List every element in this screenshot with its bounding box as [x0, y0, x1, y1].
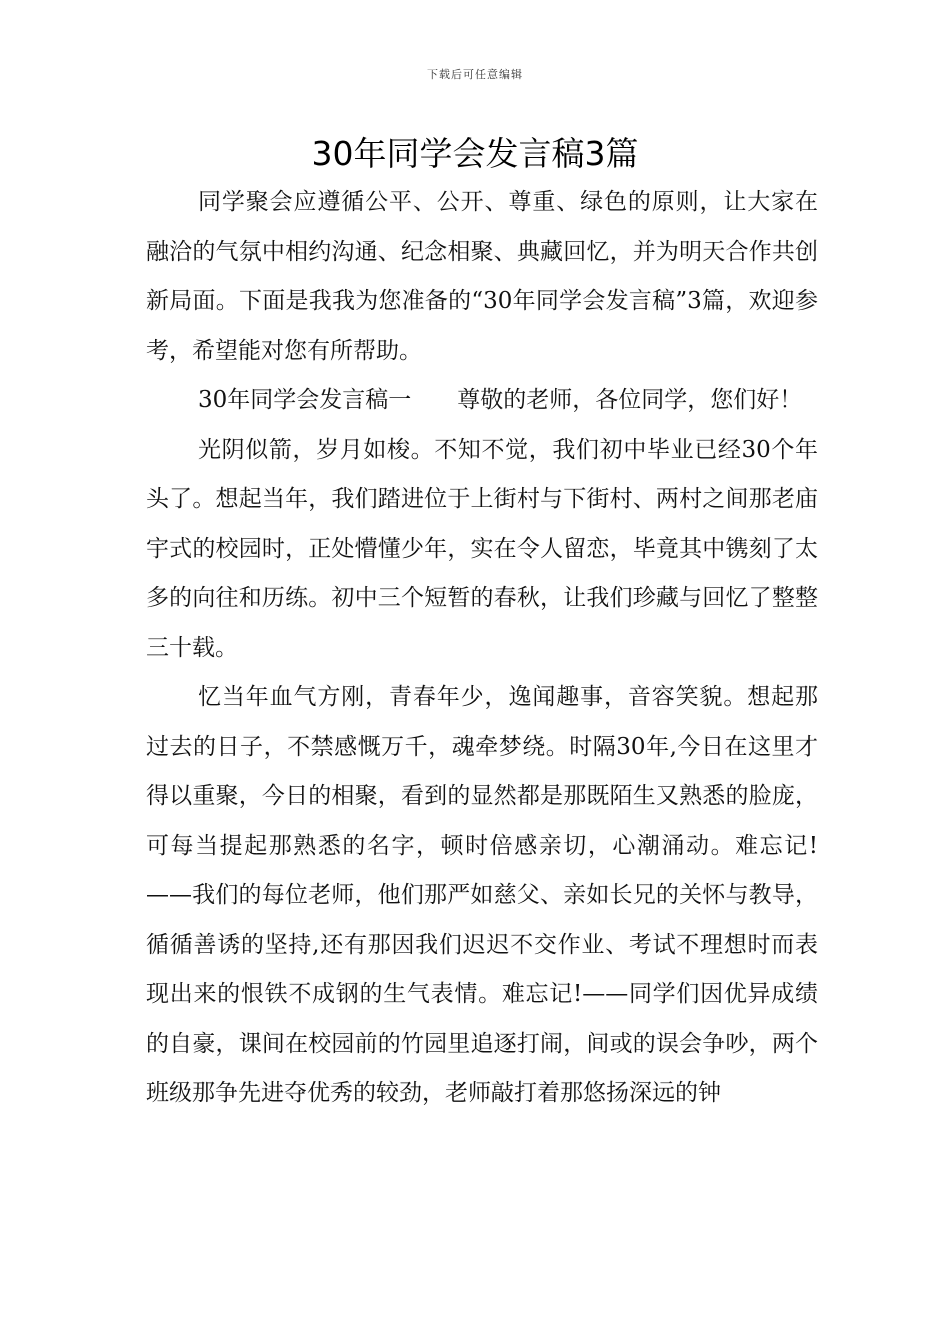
paragraph-time-passing: 光阴似箭，岁月如梭。不知不觉，我们初中毕业已经30个年头了。想起当年，我们踏进位于上街村与下街村、两村之间那老庙宇式的校园时，正处懵懂少年，实在令人留恋，毕竟其中镌刻了太多的向往和历练。初中三个短暂的春秋，让我们珍藏与回忆了整整三十载。 [146, 436, 818, 661]
document-body [146, 178, 818, 1119]
document-title: 30年同学会发言稿3篇 [311, 134, 639, 173]
paragraph-memories: 忆当年血气方刚，青春年少，逸闻趣事，音容笑貌。想起那过去的日子，不禁感慨万千，魂牵梦绕。时隔30年,今日在这里才得以重聚，今日的相聚，看到的显然都是那既陌生又熟悉的脸庞，可每当提起那熟悉的名字，顿时倍感亲切，心潮涌动。难忘记!——我们的每位老师，他们那严如慈父、亲如长兄的关怀与教导，循循善诱的坚持,还有那因我们迟迟不交作业、考试不理想时而表现出来的恨铁不成钢的生气表情。难忘记!——同学们因优异成绩的自豪，课间在校园前的竹园里追逐打闹，间或的误会争吵，两个班级那争先进夺优秀的较劲，老师敲打着那悠扬深远的钟 [146, 684, 818, 1106]
header-note: 下载后可任意编辑 [427, 68, 523, 81]
paragraph-intro: 同学聚会应遵循公平、公开、尊重、绿色的原则，让大家在融洽的气氛中相约沟通、纪念相聚、典藏回忆，并为明天合作共创新局面。下面是我我为您准备的“30年同学会发言稿”3篇，欢迎参考，希望能对您有所帮助。 [146, 189, 818, 364]
paragraph-greeting: 30年同学会发言稿一 尊敬的老师，各位同学，您们好！ [198, 387, 803, 413]
